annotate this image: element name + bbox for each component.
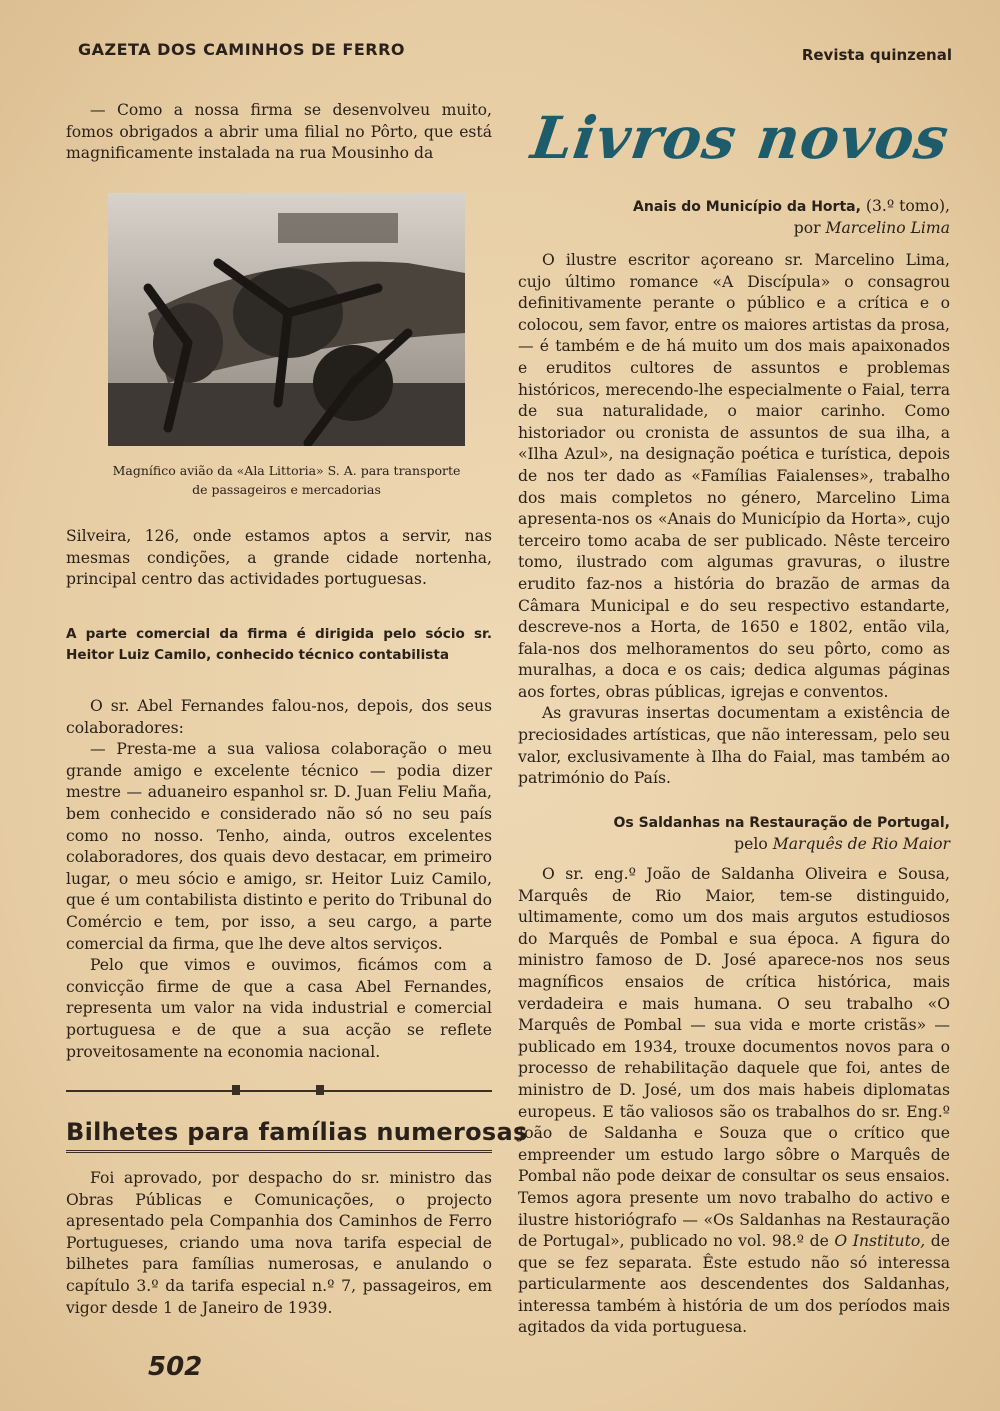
paragraph: O sr. Abel Fernandes falou-nos, depois, dos seus colaboradores:	[66, 697, 492, 737]
book-by: por	[793, 219, 821, 237]
left-intro	[66, 100, 492, 165]
book-title-heading	[633, 196, 950, 239]
paragraph-text: de que se fez separata. Êste estudo não só interessa particularmente aos descendentes dos Saldanhas, interessa também à história de um dos períodos mais agitados da vida portuguesa.	[518, 1232, 950, 1337]
book-title: Anais do Município da Horta,	[633, 199, 861, 215]
publication-name: O Instituto,	[834, 1232, 926, 1251]
page-number: 502	[148, 1352, 203, 1382]
book-title: Os Saldanhas na Restauração de Portugal,	[613, 815, 950, 831]
airplane-image	[108, 193, 465, 446]
left-bilhetes-body	[66, 1168, 492, 1319]
paragraph: Pelo que vimos e ouvimos, ficámos com a convicção firme de que a casa Abel Fernandes, representa um valor na vida industrial e comercial portuguesa e de que a sua acção se reflete proveitosamente na economia nacional.	[66, 956, 492, 1061]
section-title: Bilhetes para famílias numerosas	[66, 1118, 528, 1146]
book-title-heading	[613, 812, 950, 855]
journal-title: GAZETA DOS CAMINHOS DE FERRO	[78, 40, 406, 59]
book-volume: (3.º tomo),	[865, 197, 950, 215]
book-review	[518, 250, 950, 790]
book-by: pelo	[734, 835, 768, 853]
journal-periodicity: Revista quinzenal	[801, 46, 952, 64]
paragraph: Foi aprovado, por despacho do sr. ministro das Obras Públicas e Comunicações, o projecto apresentado pela Companhia dos Caminhos de Ferro Portugueses, criando uma nova tarifa especial de bilhetes para famílias numerosas, e anulando o capítulo 3.º da tarifa especial n.º 7, passageiros, em vigor desde 1 de Janeiro de 1939.	[66, 1169, 492, 1317]
book-review	[518, 864, 950, 1339]
paragraph	[518, 864, 950, 1339]
paragraph: Silveira, 126, onde estamos aptos a servir, nas mesmas condições, a grande cidade nortenha, principal centro das actividades portuguesas.	[66, 527, 492, 589]
book-author: Marquês de Rio Maior	[772, 835, 950, 853]
book-author: Marcelino Lima	[825, 219, 950, 237]
paragraph: O ilustre escritor açoreano sr. Marcelino Lima, cujo último romance «A Discípula» o consagrou definitivamente perante o público e a crítica e o colocou, sem favor, entre os maiores artistas da prosa, — é também e de há muito um dos mais apaixonados e eruditos cultores de assuntos e problemas históricos, merecendo-lhe especialmente o Faial, terra de sua naturalidade, o maior carinho. Como historiador ou cronista de assuntos de sua ilha, a «Ilha Azul», na designação poética e turística, depois de nos ter dado as «Famílias Faialenses», trabalho dos mais completos no género, Marcelino Lima apresenta-nos os «Anais do Município da Horta», cujo terceiro tomo acaba de ser publicado. Nêste terceiro tomo, ilustrado com algumas gravuras, o ilustre erudito faz-nos a história do brazão de armas da Câmara Municipal e do seu respectivo estandarte, descreve-nos a Horta, de 1650 e 1802, então vila, fala-nos dos melhoramentos do seu pôrto, como as muralhas, a doca e os cais; dedica algumas páginas aos fortes, obras públicas, igrejas e conventos.	[518, 251, 950, 701]
left-body	[66, 696, 492, 1063]
photo-caption: Magnífico avião da «Ala Littoria» S. A. para transporte de passageiros e mercadorias	[112, 463, 461, 497]
section-title: Livros novos	[527, 104, 954, 172]
airplane-photo	[108, 193, 465, 446]
paragraph: — Como a nossa firma se desenvolveu muito, fomos obrigados a abrir uma filial no Pôrto, que está magnificamente instalada na rua Mousinho da	[66, 101, 492, 163]
paragraph: — Presta-me a sua valiosa colaboração o meu grande amigo e excelente técnico — podia dizer mestre — aduaneiro espanhol sr. D. Juan Feliu Maña, bem conhecido e considerado não só no seu país como no nosso. Tenho, ainda, outros excelentes colaboradores, dos quais devo destacar, em primeiro lugar, o meu sócio e amigo, sr. Heitor Luiz Camilo, que é um contabilista distinto e perito do Tribunal do Comércio e tem, por isso, a seu cargo, a parte comercial da firma, que lhe deve altos serviços.	[66, 740, 492, 953]
paragraph-text: O sr. eng.º João de Saldanha Oliveira e Sousa, Marquês de Rio Maior, tem-se distinguido, ultimamente, como um dos mais argutos estudiosos do Marquês de Pombal e sua época. A figura do ministro famoso de D. José aparece-nos nos seus magníficos ensaios de crítica histórica, mais verdadeira e mais humana. O seu trabalho «O Marquês de Pombal — sua vida e morte cristãs» — publicado em 1934, trouxe documentos novos para o processo de rehabilitação daquele que foi, antes de ministro de D. José, um dos mais habeis diplomatas europeus. E tão valiosos são os trabalhos do sr. Eng.º João de Saldanha e Souza que o crítico que empreender um estudo largo sôbre o Marquês de Pombal não pode deixar de consultar os seus ensaios. Temos agora presente um novo trabalho do activo e ilustre historiógrafo — «Os Saldanhas na Restauração de Portugal», publicado no vol. 98.º de	[518, 865, 950, 1251]
divider-ornament	[316, 1085, 324, 1095]
divider-ornament	[232, 1085, 240, 1095]
left-continued	[66, 526, 492, 591]
section-divider	[66, 1090, 492, 1092]
subheading: A parte comercial da firma é dirigida pelo sócio sr. Heitor Luiz Camilo, conhecido técnico contabilista	[66, 626, 492, 663]
title-underline	[66, 1150, 492, 1153]
paragraph: As gravuras insertas documentam a existência de preciosidades artísticas, que não interessam, pelo seu valor, exclusivamente à Ilha do Faial, mas também ao património do País.	[518, 704, 950, 788]
